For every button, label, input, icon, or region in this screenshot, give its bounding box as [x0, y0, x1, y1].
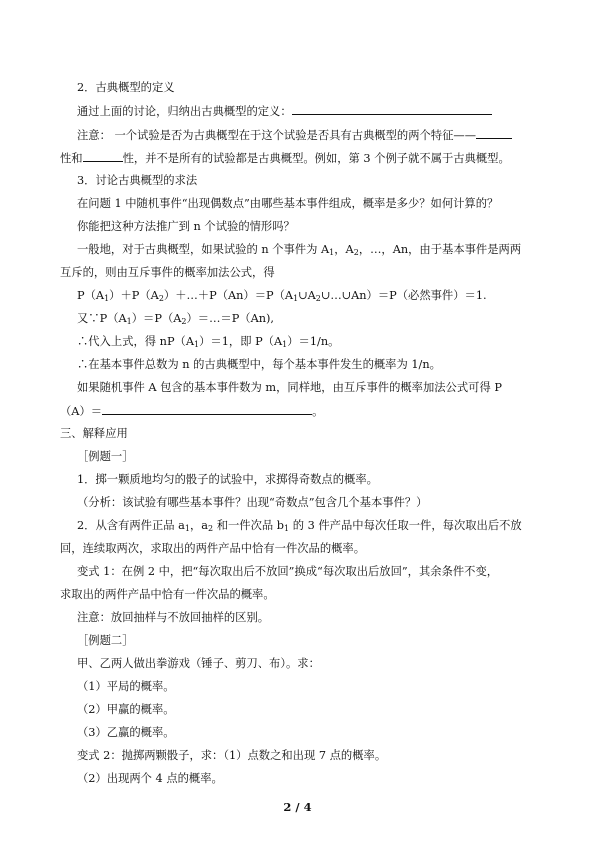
formula-equal — [77, 311, 274, 326]
text: ，A — [334, 243, 354, 256]
subscript: 2 — [158, 294, 164, 303]
text: ）＋P（A — [109, 289, 159, 302]
example-2-question: 甲、乙两人做出拳游戏（锤子、剪刀、布）。求： — [77, 657, 320, 670]
formula-blank-line — [60, 403, 323, 419]
text: ）＝1/n。 — [287, 335, 340, 348]
variant-2-item-2: （2）出现两个 4 点的概率。 — [77, 772, 223, 785]
text: P（A — [77, 289, 105, 302]
paragraph-line-3: 如果随机事件 A 包含的基本事件数为 m，同样地，由互斥事件的概率加法公式可得 P — [77, 381, 502, 394]
note-text: 性，并不是所有的试验都是古典概型。例如，第 3 个例子就不属于古典概型。 — [122, 152, 510, 165]
paragraph-line-2: 互斥的，则由互斥事件的概率加法公式，得 — [60, 266, 275, 279]
text: ）＝…＝P（An), — [186, 312, 275, 325]
example-1-question-2 — [77, 518, 522, 533]
text: 的 3 件产品中每次任取一件，每次取出后不放 — [289, 519, 522, 532]
part-heading-application: 三、解释应用 — [60, 427, 128, 440]
subscript: 2 — [181, 317, 187, 326]
example-2-label: ［例题二］ — [77, 634, 134, 647]
note-text: 性和 — [60, 152, 83, 165]
subscript: 1 — [282, 340, 288, 349]
example-2-item-1: （1）平局的概率。 — [77, 680, 175, 693]
example-1-question-1: 1．掷一颗质地均匀的骰子的试验中，求掷得奇数点的概率。 — [77, 473, 378, 486]
subscript: 1 — [329, 248, 335, 257]
section-heading-method: 3．讨论古典概型的求法 — [77, 174, 198, 187]
subscript: 2 — [208, 524, 214, 533]
variant-1-cont: 求取出的两件产品中恰有一件次品的概率。 — [60, 588, 275, 601]
example-1-label: ［例题一］ — [77, 450, 134, 463]
paragraph-line — [77, 242, 521, 257]
formula-substitute — [77, 334, 339, 349]
text: 一般地，对于古典概型，如果试验的 n 个事件为 A — [77, 243, 330, 256]
formula-sum — [77, 288, 487, 303]
subscript: 1 — [284, 524, 290, 533]
text: ，…，An，由于基本事件是两两 — [358, 243, 522, 256]
subscript: 1 — [126, 317, 132, 326]
text: ∪…∪An）＝P（必然事件）＝1. — [320, 289, 487, 302]
answer-blank — [292, 103, 492, 115]
definition-text: 通过上面的讨论，归纳出古典概型的定义： — [77, 105, 292, 118]
section-heading-definition: 2．古典概型的定义 — [77, 81, 175, 94]
example-1-hint: （分析：该试验有哪些基本事件？出现“奇数点”包含几个基本事件？） — [77, 496, 428, 509]
example-2-item-2: （2）甲赢的概率。 — [77, 703, 175, 716]
question-2: 你能把这种方法推广到 n 个试验的情形吗？ — [77, 220, 295, 233]
variant-1: 变式 1：在例 2 中，把“每次取出后不放回”换成“每次取出后放回”，其余条件不变， — [77, 565, 499, 578]
text: ）＝1，即 P（A — [199, 335, 283, 348]
text: ）＝P（A — [131, 312, 182, 325]
conclusion-line: ∴在基本事件总数为 n 的古典概型中，每个基本事件发生的概率为 1/n。 — [77, 358, 441, 371]
subscript: 1 — [194, 340, 200, 349]
definition-line — [77, 103, 492, 119]
subscript: 2 — [353, 248, 359, 257]
subscript: 1 — [104, 294, 110, 303]
subscript: 2 — [315, 294, 321, 303]
text: 。 — [312, 405, 324, 418]
note-sampling: 注意：放回抽样与不放回抽样的区别。 — [77, 611, 270, 624]
answer-blank — [83, 150, 123, 162]
example-2-item-3: （3）乙赢的概率。 — [77, 726, 175, 739]
page-number: 2 / 4 — [283, 800, 312, 814]
text: ∴代入上式，得 nP（A — [77, 335, 195, 348]
answer-blank — [476, 127, 512, 139]
text: ）＋…＋P（An）＝P（A — [163, 289, 294, 302]
example-1-question-2-cont: 回，连续取两次，求取出的两件产品中恰有一件次品的概率。 — [60, 542, 366, 555]
note-line-2 — [60, 150, 510, 166]
text: 2．从含有两件正品 a — [77, 519, 185, 532]
text: 又∵P（A — [77, 312, 127, 325]
answer-blank — [102, 403, 312, 415]
subscript: 1 — [293, 294, 299, 303]
subscript: 1 — [184, 524, 190, 533]
note-line — [77, 127, 512, 143]
text: （A）＝ — [60, 405, 103, 418]
question-1: 在问题 1 中随机事件“出现偶数点”由哪些基本事件组成，概率是多少？如何计算的？ — [77, 197, 499, 210]
note-text: 注意： 一个试验是否为古典概型在于这个试验是否具有古典概型的两个特征—— — [77, 129, 476, 142]
text: ∪A — [298, 289, 316, 302]
variant-2: 变式 2：抛掷两颗骰子，求：（1）点数之和出现 7 点的概率。 — [77, 749, 387, 762]
text: 和一件次品 b — [213, 519, 285, 532]
text: ，a — [189, 519, 209, 532]
